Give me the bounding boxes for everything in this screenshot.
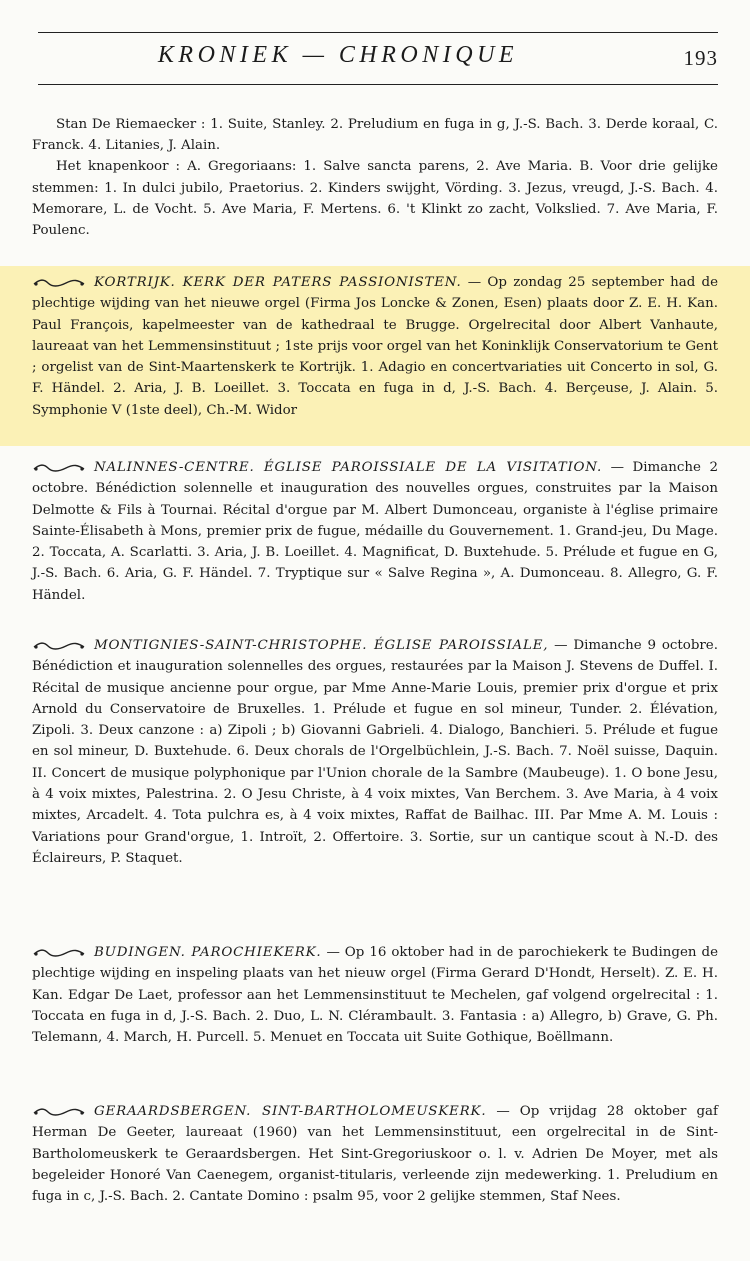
intro-paragraph-1: Stan De Riemaecker : 1. Suite, Stanley. 2. Preludium en fuga in g, J.-S. Bach. 3. Derde koraal, C. Franck. 4. Litanies, J. Alain.: [32, 117, 718, 154]
entry-place: KORTRIJK. KERK DER PATERS PASSIONISTEN.: [94, 275, 462, 290]
entry-budingen: [32, 942, 718, 1048]
swash-ornament-icon: [32, 277, 86, 289]
entry-kortrijk: [32, 272, 718, 421]
header-rule-top: [38, 32, 718, 33]
entry-text: — Op vrijdag 28 oktober gaf Herman De Geeter, laureaat (1960) van het Lemmensinstituut, een orgelrecital in de Sint-Bartholomeuskerk te Geraardsbergen. Het Sint-Gregoriuskoor o. l. v. Adrien De Moyer, met als begeleider Honoré Van Caenegem, organist-titularis, verleende zijn medewerking. 1. Preludium en fuga in c, J.-S. Bach. 2. Cantate Domino : psalm 95, voor 2 gelijke stemmen, Staf Nees.: [32, 1104, 718, 1205]
entry-geraardsbergen: [32, 1101, 718, 1207]
entry-place: MONTIGNIES-SAINT-CHRISTOPHE. ÉGLISE PAROISSIALE,: [94, 638, 549, 653]
page-number: 193: [683, 46, 718, 70]
entry-text: — Dimanche 9 octobre. Bénédiction et inauguration solennelles des orgues, restaurées par la Maison J. Stevens de Duffel. I. Récital de musique ancienne pour orgue, par Mme Anne-Marie Louis, premier prix d'orgue et prix Arnold du Conservatoire de Bruxelles. 1. Prélude et fugue en sol mineur, Tunder. 2. Élévation, Zipoli. 3. Deux canzone : a) Zipoli ; b) Giovanni Gabrieli. 4. Dialogo, Banchieri. 5. Prélude et fugue en sol mineur, D. Buxtehude. 6. Deux chorals de l'Orgelbüchlein, J.-S. Bach. 7. Noël suisse, Daquin. II. Concert de musique polyphonique par l'Union chorale de la Sambre (Maubeuge). 1. O bone Jesu, à 4 voix mixtes, Palestrina. 2. O Jesu Christe, à 4 voix mixtes, Van Berchem. 3. Ave Maria, à 4 voix mixtes, Arcadelt. 4. Tota pulchra es, à 4 voix mixtes, Raffat de Bailhac. III. Par Mme A. M. Louis : Variations pour Grand'orgue, 1. Introït, 2. Offertoire. 3. Sortie, sur un cantique scout à N.-D. des Éclaireurs, P. Staquet.: [32, 638, 718, 866]
swash-ornament-icon: [32, 1106, 86, 1118]
entry-place: BUDINGEN. PAROCHIEKERK.: [94, 945, 322, 960]
intro-block: [32, 114, 718, 241]
swash-ornament-icon: [32, 947, 86, 959]
entry-text: — Op zondag 25 september had de plechtige wijding van het nieuwe orgel (Firma Jos Loncke & Zonen, Esen) plaats door Z. E. H. Kan. Paul François, kapelmeester van de kathedraal te Brugge. Orgelrecital door Albert Vanhaute, laureaat van het Lemmensinstituut ; 1ste prijs voor orgel van het Koninklijk Conservatorium te Gent ; orgelist van de Sint-Maartenskerk te Kortrijk. 1. Adagio en concertvariaties uit Concerto in sol, G. F. Händel. 2. Aria, J. B. Loeillet. 3. Toccata en fuga in d, J.-S. Bach. 4. Berçeuse, J. Alain. 5. Symphonie V (1ste deel), Ch.-M. Widor: [32, 275, 719, 418]
entry-text: — Op 16 oktober had in de parochiekerk te Budingen de plechtige wijding en inspeling plaats van het nieuw orgel (Firma Gerard D'Hondt, Herselt). Z. E. H. Kan. Edgar De Laet, professor aan het Lemmensinstituut te Mechelen, gaf volgend orgelrecital : 1. Toccata en fuga in d, J.-S. Bach. 2. Duo, L. N. Clérambault. 3. Fantasia : a) Allegro, b) Grave, G. Ph. Telemann, 4. March, H. Purcell. 5. Menuet en Toccata uit Suite Gothique, Boëllmann.: [32, 945, 718, 1046]
entry-montignies: [32, 635, 718, 869]
header-rule-bottom: [38, 84, 718, 85]
entry-nalinnes: [32, 457, 718, 606]
entry-place: GERAARDSBERGEN. SINT-BARTHOLOMEUSKERK.: [94, 1104, 487, 1119]
swash-ornament-icon: [32, 640, 86, 652]
swash-ornament-icon: [32, 462, 86, 474]
page-header-title: KRONIEK — CHRONIQUE: [157, 42, 519, 68]
entry-place: NALINNES-CENTRE. ÉGLISE PAROISSIALE DE LA VISITATION.: [94, 460, 603, 475]
intro-paragraph-2: Het knapenkoor : A. Gregoriaans: 1. Salve sancta parens, 2. Ave Maria. B. Voor drie gelijke stemmen: 1. In dulci jubilo, Praetorius. 2. Kinders swijght, Vörding. 3. Jezus, vreugd, J.-S. Bach. 4. Memorare, L. de Vocht. 5. Ave Maria, F. Mertens. 6. 't Klinkt zo zacht, Volkslied. 7. Ave Maria, F. Poulenc.: [32, 159, 718, 239]
entry-text: — Dimanche 2 octobre. Bénédiction solennelle et inauguration des nouvelles orgues, construites par la Maison Delmotte & Fils à Tournai. Récital d'orgue par M. Albert Dumonceau, organiste à l'église primaire Sainte-Élisabeth à Mons, premier prix de fugue, médaille du Gouvernement. 1. Grand-jeu, Du Mage. 2. Toccata, A. Scarlatti. 3. Aria, J. B. Loeillet. 4. Magnificat, D. Buxtehude. 5. Prélude et fugue en G, J.-S. Bach. 6. Aria, G. F. Händel. 7. Tryptique sur « Salve Regina », A. Dumonceau. 8. Allegro, G. F. Händel.: [32, 460, 718, 603]
